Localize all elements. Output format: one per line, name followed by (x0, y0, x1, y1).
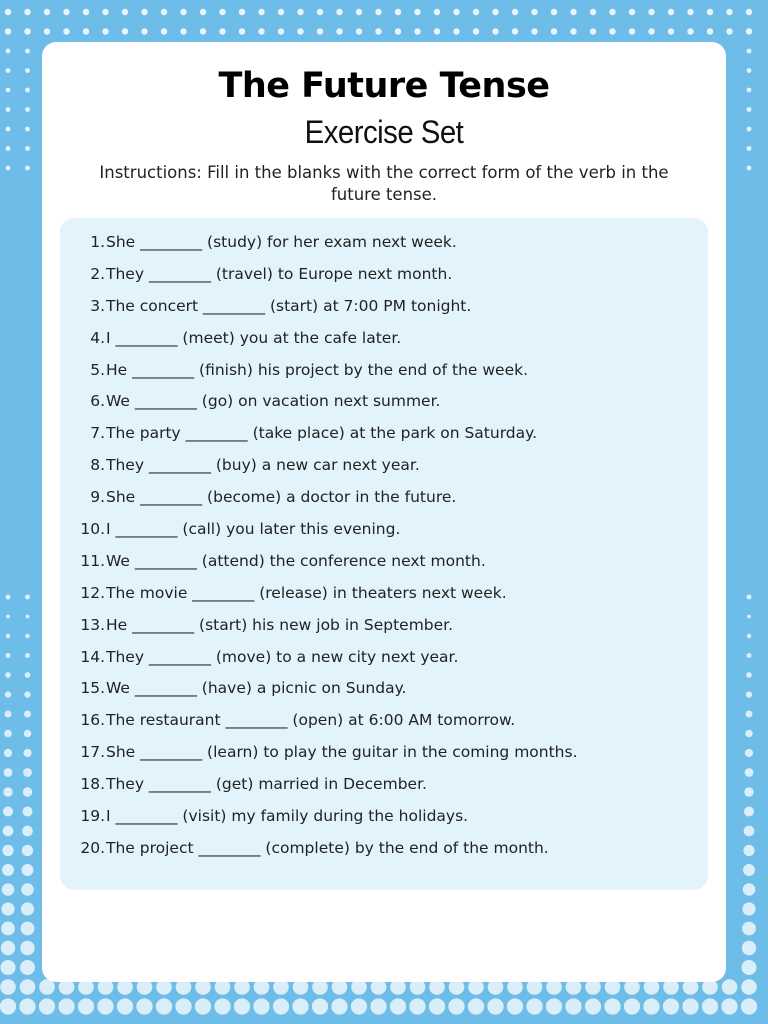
exercise-item (60, 545, 708, 577)
exercise-item (60, 832, 708, 864)
exercise-sentence: She ________ (become) a doctor in the future. (106, 488, 457, 507)
exercise-number: 4. (90, 328, 105, 347)
exercise-number: 17. (80, 743, 105, 762)
exercise-sentence: We ________ (go) on vacation next summer. (106, 392, 441, 411)
exercise-sentence: She ________ (study) for her exam next week. (106, 232, 457, 251)
exercise-item (60, 768, 708, 800)
exercise-number: 9. (90, 488, 105, 507)
exercise-item (60, 800, 708, 832)
exercise-number: 7. (90, 424, 105, 443)
exercise-number: 14. (80, 647, 105, 666)
worksheet-title: The Future Tense (218, 66, 550, 106)
exercise-sentence: They ________ (travel) to Europe next month. (106, 264, 453, 283)
exercise-number: 10. (80, 519, 105, 538)
exercise-number: 16. (80, 711, 105, 730)
exercise-number: 12. (80, 583, 105, 602)
worksheet-card (42, 42, 726, 982)
exercise-item (60, 641, 708, 673)
exercise-item (60, 736, 708, 768)
exercise-number: 18. (80, 775, 105, 794)
worksheet-subtitle: Exercise Set (304, 114, 464, 150)
exercise-number: 3. (90, 296, 105, 315)
exercise-sentence: I ________ (visit) my family during the holidays. (106, 806, 469, 825)
exercise-sentence: She ________ (learn) to play the guitar in the coming months. (106, 743, 578, 762)
exercise-item (60, 290, 708, 322)
exercise-item (60, 704, 708, 736)
exercise-sentence: We ________ (have) a picnic on Sunday. (106, 679, 407, 698)
exercise-number: 2. (90, 264, 105, 283)
exercise-item (60, 322, 708, 354)
exercise-item (60, 449, 708, 481)
exercise-item (60, 672, 708, 704)
exercise-number: 19. (80, 806, 105, 825)
exercise-number: 8. (90, 456, 105, 475)
exercise-number: 20. (80, 838, 105, 857)
exercise-number: 15. (80, 679, 105, 698)
exercise-sentence: I ________ (call) you later this evening. (106, 519, 401, 538)
exercise-sentence: The project ________ (complete) by the end of the month. (106, 838, 549, 857)
exercise-sentence: The movie ________ (release) in theaters next week. (106, 583, 507, 602)
exercise-number: 1. (90, 232, 105, 251)
exercise-sentence: We ________ (attend) the conference next month. (106, 551, 486, 570)
exercise-number: 11. (80, 551, 105, 570)
exercise-number: 6. (90, 392, 105, 411)
exercise-sentence: The restaurant ________ (open) at 6:00 AM tomorrow. (106, 711, 516, 730)
exercise-sentence: He ________ (finish) his project by the end of the week. (106, 360, 529, 379)
exercise-item (60, 577, 708, 609)
exercise-sentence: The party ________ (take place) at the park on Saturday. (106, 424, 538, 443)
exercise-sentence: I ________ (meet) you at the cafe later. (106, 328, 402, 347)
exercise-item (60, 609, 708, 641)
exercise-item (60, 385, 708, 417)
exercise-number: 5. (90, 360, 105, 379)
exercise-item (60, 258, 708, 290)
exercise-item (60, 354, 708, 386)
exercise-sentence: They ________ (move) to a new city next year. (106, 647, 459, 666)
exercise-item (60, 481, 708, 513)
exercise-list (60, 226, 708, 864)
exercise-number: 13. (80, 615, 105, 634)
exercise-item (60, 513, 708, 545)
exercise-sentence: The concert ________ (start) at 7:00 PM tonight. (106, 296, 472, 315)
exercise-sentence: They ________ (buy) a new car next year. (106, 456, 420, 475)
exercise-item (60, 417, 708, 449)
exercise-sentence: They ________ (get) married in December. (106, 775, 427, 794)
exercise-item (60, 226, 708, 258)
instructions-text: Instructions: Fill in the blanks with the correct form of the verb in the future tense. (99, 163, 669, 204)
exercise-sentence: He ________ (start) his new job in September. (106, 615, 454, 634)
exercise-box (60, 218, 708, 890)
